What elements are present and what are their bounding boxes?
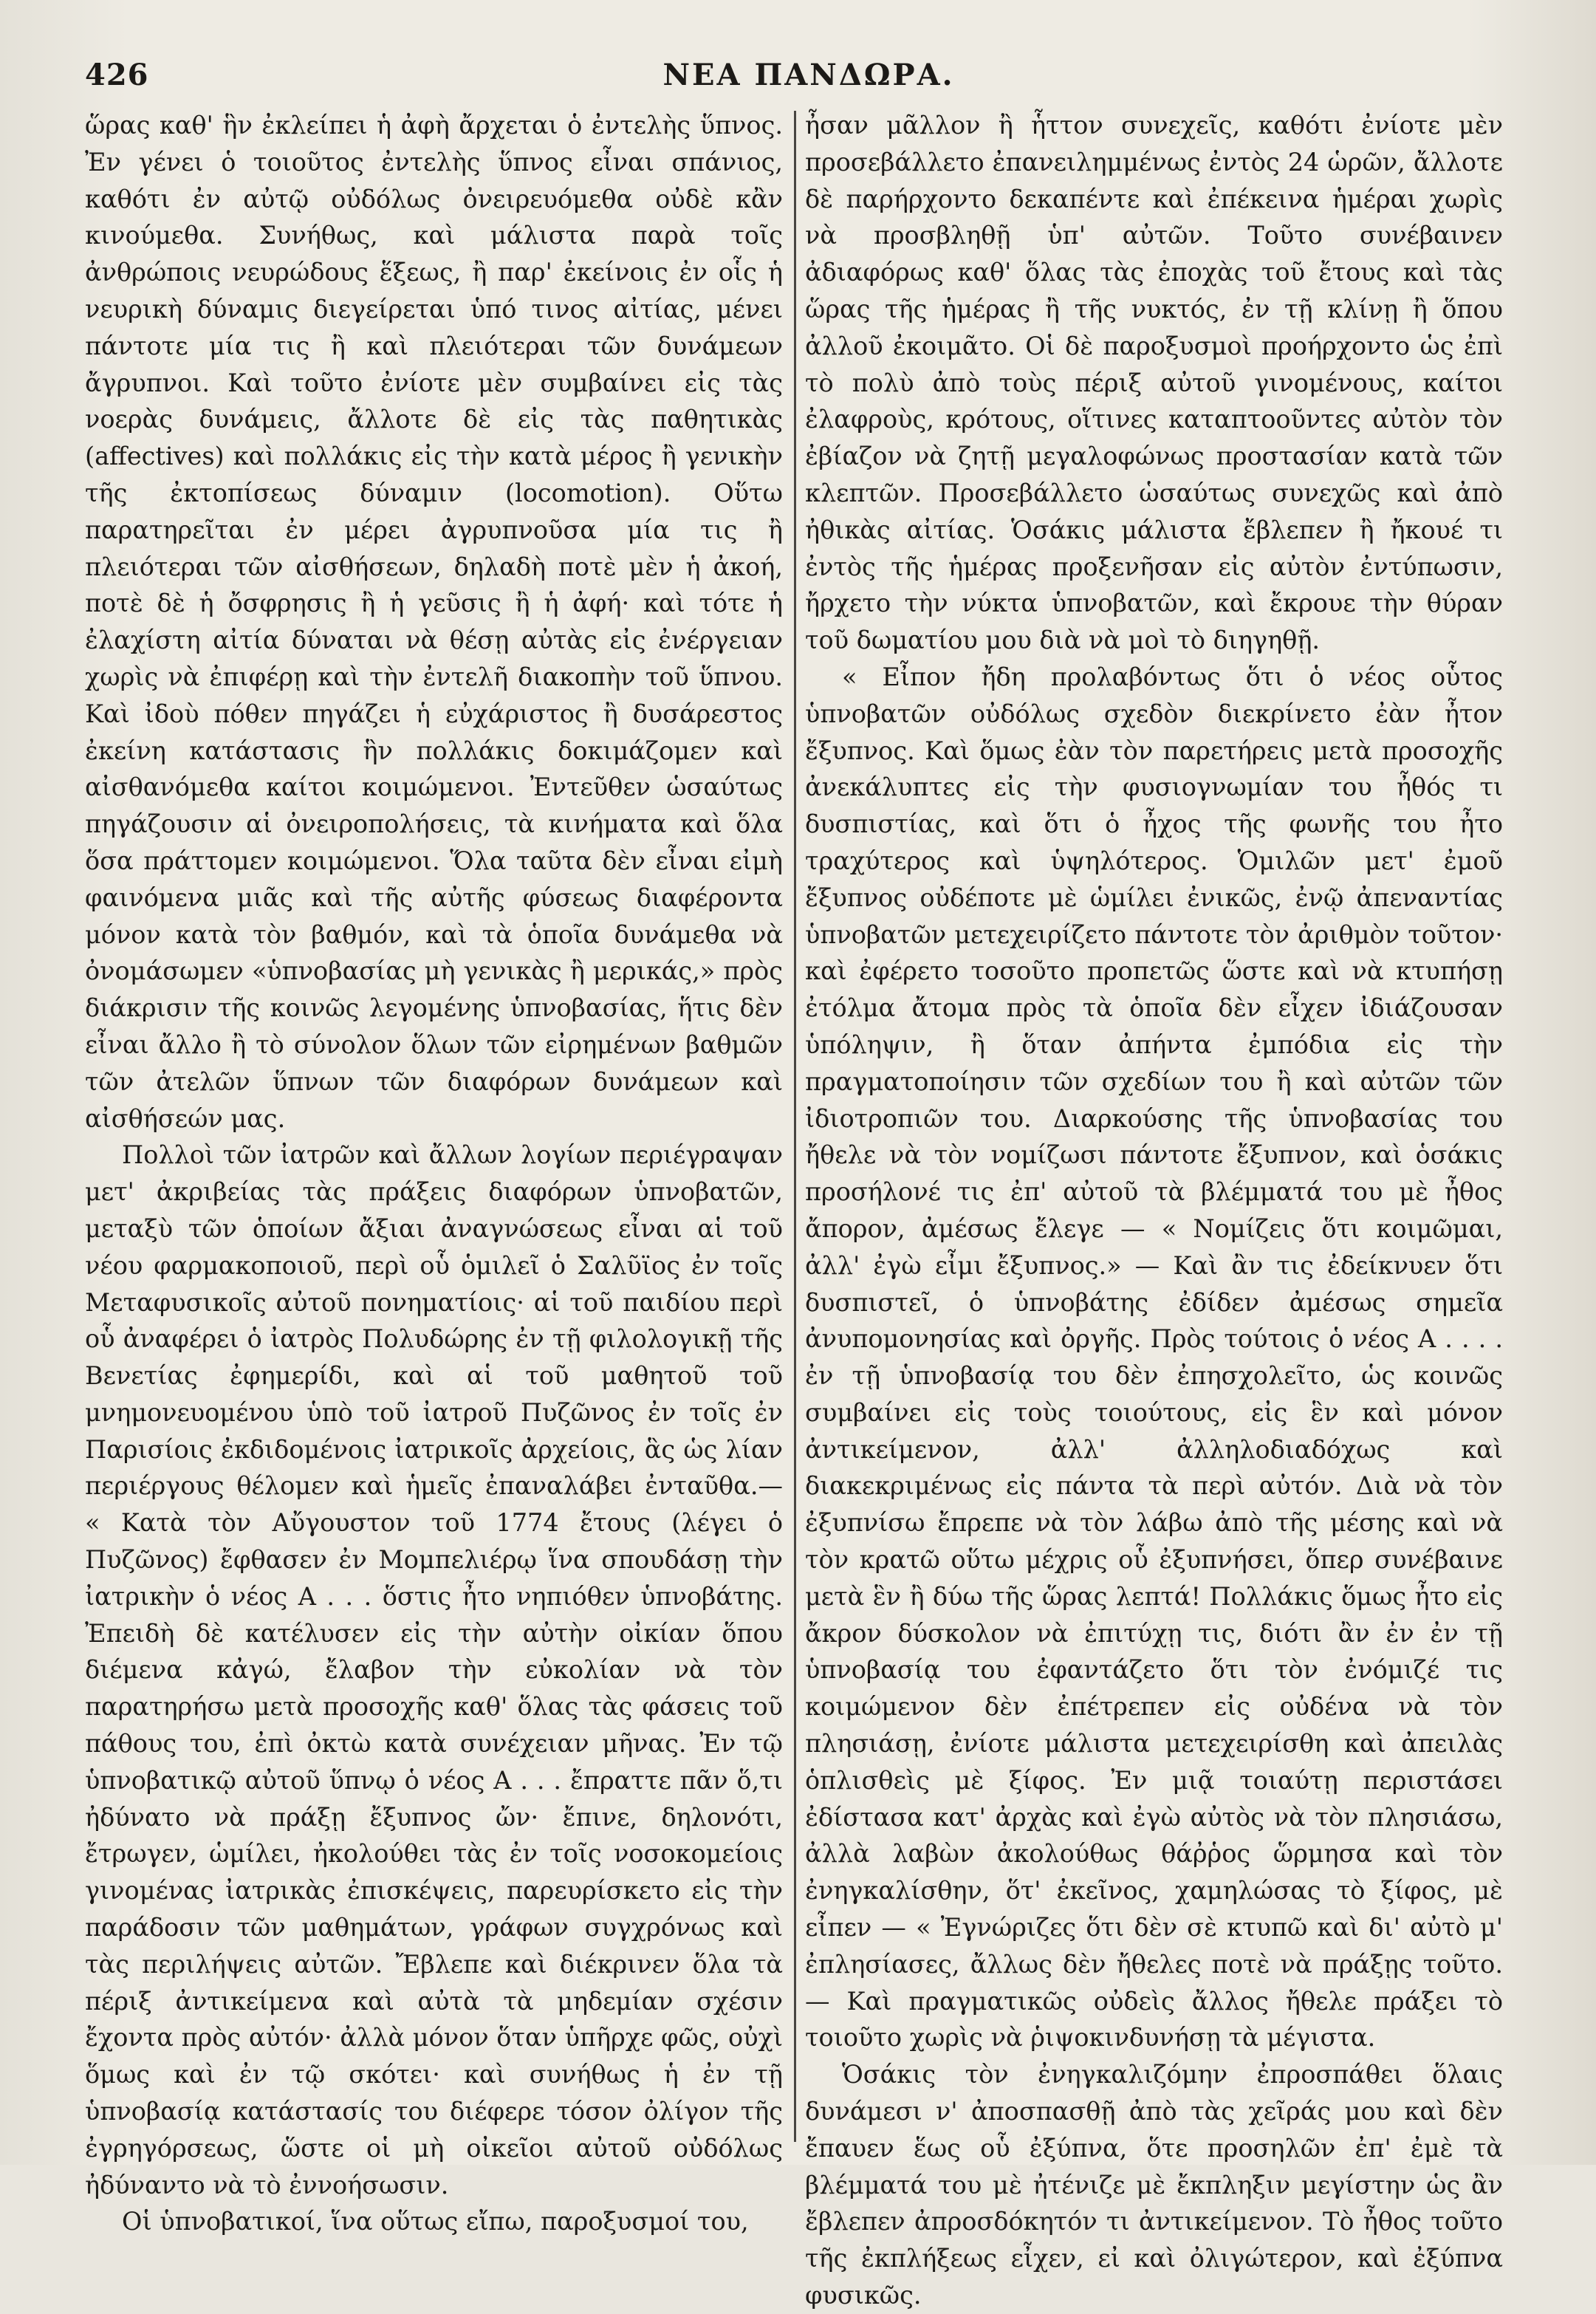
left-paragraph-1: ὥρας καθ' ἣν ἐκλείπει ἡ ἀφὴ ἄρχεται ὁ ἐντελὴς ὕπνος. Ἐν γένει ὁ τοιοῦτος ἐντελὴς ὕπνος εἶναι σπάνιος, καθότι ἐν αὐτῷ οὐδόλως ὀνειρευόμεθα οὐδὲ κἂν κινούμεθα. Συνήθως, καὶ μάλιστα παρὰ τοῖς ἀνθρώποις νευρώδους ἕξεως, ἢ παρ' ἐκείνοις ἐν οἷς ἡ νευρικὴ δύναμις διεγείρεται ὑπό τινος αἰτίας, μένει πάντοτε μία τις ἢ καὶ πλειότεραι τῶν δυνάμεων ἄγρυπνοι. Καὶ τοῦτο ἐνίοτε μὲν συμβαίνει εἰς τὰς νοερὰς δυνάμεις, ἄλλοτε δὲ εἰς τὰς παθητικὰς (affectives) καὶ πολλάκις εἰς τὴν κατὰ μέρος ἢ γενικὴν τῆς ἐκτοπίσεως δύναμιν (locomotion). Οὕτω παρατηρεῖται ἐν μέρει ἀγρυπνοῦσα μία τις ἢ πλειότεραι τῶν αἰσθήσεων, δηλαδὴ ποτὲ μὲν ἡ ἀκοή, ποτὲ δὲ ἡ ὄσφρησις ἢ ἡ γεῦσις ἢ ἡ ἀφή· καὶ τότε ἡ ἐλαχίστη αἰτία δύναται νὰ θέσῃ αὐτὰς εἰς ἐνέργειαν χωρὶς νὰ ἐπιφέρῃ καὶ τὴν ἐντελῆ διακοπὴν τοῦ ὕπνου. Καὶ ἰδοὺ πόθεν πηγάζει ἡ εὐχάριστος ἢ δυσάρεστος ἐκείνη κατάστασις ἣν πολλάκις δοκιμάζομεν καὶ αἰσθανόμεθα καίτοι κοιμώμενοι. Ἐντεῦθεν ὡσαύτως πηγάζουσιν αἱ ὀνειροπολήσεις, τὰ κινήματα καὶ ὅλα ὅσα πράττομεν κοιμώμενοι. Ὅλα ταῦτα δὲν εἶναι εἰμὴ φαινόμενα μιᾶς καὶ τῆς αὐτῆς φύσεως διαφέροντα μόνον κατὰ τὸν βαθμόν, καὶ τὰ ὁποῖα δυνάμεθα νὰ ὀνομάσωμεν «ὑπνοβασίας μὴ γενικὰς ἢ μερικάς,» πρὸς διάκρισιν τῆς κοινῶς λεγομένης ὑπνοβασίας, ἥτις δὲν εἶναι ἄλλο ἢ τὸ σύνολον ὅλων τῶν εἰρημένων βαθμῶν τῶν ἀτελῶν ὕπνων τῶν διαφόρων δυνάμεων καὶ αἰσθήσεών μας. <box>85 111 783 1133</box>
column-divider <box>794 111 796 2142</box>
right-paragraph-3: Ὁσάκις τὸν ἐνηγκαλιζόμην ἐπροσπάθει ὅλαις δυνάμεσι ν' ἀποσπασθῇ ἀπὸ τὰς χεῖράς μου καὶ δὲν ἔπαυεν ἕως οὗ ἐξύπνα, ὅτε προσηλῶν ἐπ' ἐμὲ τὰ βλέμματά του μὲ ἠτένιζε μὲ ἔκπληξιν μεγίστην ὡς ἂν ἔβλεπεν ἀπροσδόκητόν τι ἀντικείμενον. Τὸ ἦθος τοῦτο τῆς ἐκπλήξεως εἶχεν, εἰ καὶ ὀλιγώτερον, καὶ ἐξύπνα φυσικῶς. <box>805 2060 1503 2310</box>
left-paragraph-2: Πολλοὶ τῶν ἰατρῶν καὶ ἄλλων λογίων περιέγραψαν μετ' ἀκριβείας τὰς πράξεις διαφόρων ὑπνοβατῶν, μεταξὺ τῶν ὁποίων ἄξιαι ἀναγνώσεως εἶναι αἱ τοῦ νέου φαρμακοποιοῦ, περὶ οὗ ὁμιλεῖ ὁ Σαλῦϊος ἐν τοῖς Μεταφυσικοῖς αὐτοῦ πονηματίοις· αἱ τοῦ παιδίου περὶ οὗ ἀναφέρει ὁ ἰατρὸς Πολυδώρης ἐν τῇ φιλολογικῇ τῆς Βενετίας ἐφημερίδι, καὶ αἱ τοῦ μαθητοῦ τοῦ μνημονευομένου ὑπὸ τοῦ ἰατροῦ Πυζῶνος ἐν τοῖς ἐν Παρισίοις ἐκδιδομένοις ἰατρικοῖς ἀρχείοις, ἃς ὡς λίαν περιέργους θέλομεν καὶ ἡμεῖς ἐπαναλάβει ἐνταῦθα.— « Κατὰ τὸν Αὔγουστον τοῦ 1774 ἔτους (λέγει ὁ Πυζῶνος) ἔφθασεν ἐν Μομπελιέρῳ ἵνα σπουδάσῃ τὴν ἰατρικὴν ὁ νέος Α . . . ὅστις ἦτο νηπιόθεν ὑπνοβάτης. Ἐπειδὴ δὲ κατέλυσεν εἰς τὴν αὐτὴν οἰκίαν ὅπου διέμενα κἀγώ, ἔλαβον τὴν εὐκολίαν νὰ τὸν παρατηρήσω μετὰ προσοχῆς καθ' ὅλας τὰς φάσεις τοῦ πάθους του, ἐπὶ ὀκτὼ κατὰ συνέχειαν μῆνας. Ἐν τῷ ὑπνοβατικῷ αὐτοῦ ὕπνῳ ὁ νέος Α . . . ἔπραττε πᾶν ὅ,τι ἠδύνατο νὰ πράξῃ ἔξυπνος ὤν· ἔπινε, δηλονότι, ἔτρωγεν, ὡμίλει, ἠκολούθει τὰς ἐν τοῖς νοσοκομείοις γινομένας ἰατρικὰς ἐπισκέψεις, παρευρίσκετο εἰς τὴν παράδοσιν τῶν μαθημάτων, γράφων συγχρόνως καὶ τὰς περιλήψεις αὐτῶν. Ἔβλεπε καὶ διέκρινεν ὅλα τὰ πέριξ ἀντικείμενα καὶ αὐτὰ τὰ μηδεμίαν σχέσιν ἔχοντα πρὸς αὐτόν· ἀλλὰ μόνον ὅταν ὑπῆρχε φῶς, οὐχὶ ὅμως καὶ ἐν τῷ σκότει· καὶ συνήθως ἡ ἐν τῇ ὑπνοβασίᾳ κατάστασίς του διέφερε τόσον ὀλίγον τῆς ἐγρηγόρσεως, ὥστε οἱ μὴ οἰκεῖοι αὐτοῦ οὐδόλως ἠδύναντο νὰ τὸ ἐννοήσωσιν. <box>85 1140 783 2200</box>
page-number: 426 <box>85 58 149 92</box>
left-column <box>85 107 783 2236</box>
right-paragraph-2: « Εἶπον ἤδη προλαβόντως ὅτι ὁ νέος οὗτος ὑπνοβατῶν οὐδόλως σχεδὸν διεκρίνετο ἐὰν ἦτον ἔξυπνος. Καὶ ὅμως ἐὰν τὸν παρετήρεις μετὰ προσοχῆς ἀνεκάλυπτες εἰς τὴν φυσιογνωμίαν του ἦθός τι δυσπιστίας, καὶ ὅτι ὁ ἦχος τῆς φωνῆς του ἦτο τραχύτερος καὶ ὑψηλότερος. Ὁμιλῶν μετ' ἐμοῦ ἔξυπνος οὐδέποτε μὲ ὡμίλει ἐνικῶς, ἐνῷ ἀπεναντίας ὑπνοβατῶν μετεχειρίζετο πάντοτε τὸν ἀριθμὸν τοῦτον· καὶ ἐφέρετο τοσοῦτο προπετῶς ὥστε καὶ νὰ κτυπήσῃ ἐτόλμα ἄτομα πρὸς τὰ ὁποῖα δὲν εἶχεν ἰδιάζουσαν ὑπόληψιν, ἢ ὅταν ἀπήντα ἐμπόδια εἰς τὴν πραγματοποίησιν τῶν σχεδίων του ἢ καὶ αὐτῶν τῶν ἰδιοτροπιῶν του. Διαρκούσης τῆς ὑπνοβασίας του ἤθελε νὰ τὸν νομίζωσι πάντοτε ἔξυπνον, καὶ ὁσάκις προσήλονέ τις ἐπ' αὐτοῦ τὰ βλέμματά του μὲ ἦθος ἄπορον, ἀμέσως ἔλεγε — « Νομίζεις ὅτι κοιμῶμαι, ἀλλ' ἐγὼ εἶμι ἔξυπνος.» — Καὶ ἂν τις ἐδείκνυεν ὅτι δυσπιστεῖ, ὁ ὑπνοβάτης ἐδίδεν ἀμέσως σημεῖα ἀνυπομονησίας καὶ ὀργῆς. Πρὸς τούτοις ὁ νέος Α . . . . ἐν τῇ ὑπνοβασίᾳ του δὲν ἐπησχολεῖτο, ὡς κοινῶς συμβαίνει εἰς τοὺς τοιούτους, εἰς ἓν καὶ μόνον ἀντικείμενον, ἀλλ' ἀλληλοδιαδόχως καὶ διακεκριμένως εἰς πάντα τὰ περὶ αὐτόν. Διὰ νὰ τὸν ἐξυπνίσω ἔπρεπε νὰ τὸν λάβω ἀπὸ τῆς μέσης καὶ νὰ τὸν κρατῶ οὕτω μέχρις οὗ ἐξυπνήσει, ὅπερ συνέβαινε μετὰ ἓν ἢ δύω τῆς ὥρας λεπτά! Πολλάκις ὅμως ἦτο εἰς ἄκρον δύσκολον νὰ ἐπιτύχῃ τις, διότι ἂν ἐν ἐν τῇ ὑπνοβασίᾳ του ἐφαντάζετο ὅτι τὸν ἐνόμιζέ τις κοιμώμενον δὲν ἐπέτρεπεν εἰς οὐδένα νὰ τὸν πλησιάσῃ, ἐνίοτε μάλιστα μετεχειρίσθη καὶ ἀπειλὰς ὁπλισθεὶς μὲ ξίφος. Ἐν μιᾷ τοιαύτῃ περιστάσει ἐδίστασα κατ' ἀρχὰς καὶ ἐγὼ αὐτὸς νὰ τὸν πλησιάσω, ἀλλὰ λαβὼν ἀκολούθως θάῤῥος ὥρμησα καὶ τὸν ἐνηγκαλίσθην, ὅτ' ἐκεῖνος, χαμηλώσας τὸ ξίφος, μὲ εἶπεν — « Ἐγνώριζες ὅτι δὲν σὲ κτυπῶ καὶ δι' αὐτὸ μ' ἐπλησίασες, ἄλλως δὲν ἤθελες ποτὲ νὰ πράξῃς τοῦτο. — Καὶ πραγματικῶς οὐδεὶς ἄλλος ἤθελε πράξει τὸ τοιοῦτο χωρὶς νὰ ῥιψοκινδυνήσῃ τὰ μέγιστα. <box>805 662 1503 2053</box>
running-title: ΝΕΑ ΠΑΝΔΩΡΑ. <box>662 58 955 92</box>
page-header <box>85 58 1532 95</box>
right-column <box>805 107 1503 2310</box>
left-paragraph-3: Οἱ ὑπνοβατικοί, ἵνα οὕτως εἴπω, παροξυσμοί του, <box>122 2207 749 2236</box>
right-paragraph-1: ἦσαν μᾶλλον ἢ ἧττον συνεχεῖς, καθότι ἐνίοτε μὲν προσεβάλλετο ἐπανειλημμένως ἐντὸς 24 ὡρῶν, ἄλλοτε δὲ παρήρχοντο δεκαπέντε καὶ ἐπέκεινα ἡμέραι χωρὶς νὰ προσβληθῇ ὑπ' αὐτῶν. Τοῦτο συνέβαινεν ἀδιαφόρως καθ' ὅλας τὰς ἐποχὰς τοῦ ἔτους καὶ τὰς ὥρας τῆς ἡμέρας ἢ τῆς νυκτός, ἐν τῇ κλίνῃ ἢ ὅπου ἀλλοῦ ἐκοιμᾶτο. Οἱ δὲ παροξυσμοὶ προήρχοντο ὡς ἐπὶ τὸ πολὺ ἀπὸ τοὺς πέριξ αὐτοῦ γινομένους, καίτοι ἐλαφροὺς, κρότους, οἵτινες καταπτοοῦντες αὐτὸν τὸν ἐβίαζον νὰ ζητῇ μεγαλοφώνως προστασίαν κατὰ τῶν κλεπτῶν. Προσεβάλλετο ὡσαύτως συνεχῶς καὶ ἀπὸ ἠθικὰς αἰτίας. Ὁσάκις μάλιστα ἔβλεπεν ἢ ἤκουέ τι ἐντὸς τῆς ἡμέρας προξενῆσαν εἰς αὐτὸν ἐντύπωσιν, ἤρχετο τὴν νύκτα ὑπνοβατῶν, καὶ ἔκρουε τὴν θύραν τοῦ δωματίου μου διὰ νὰ μοὶ τὸ διηγηθῇ. <box>805 111 1503 655</box>
